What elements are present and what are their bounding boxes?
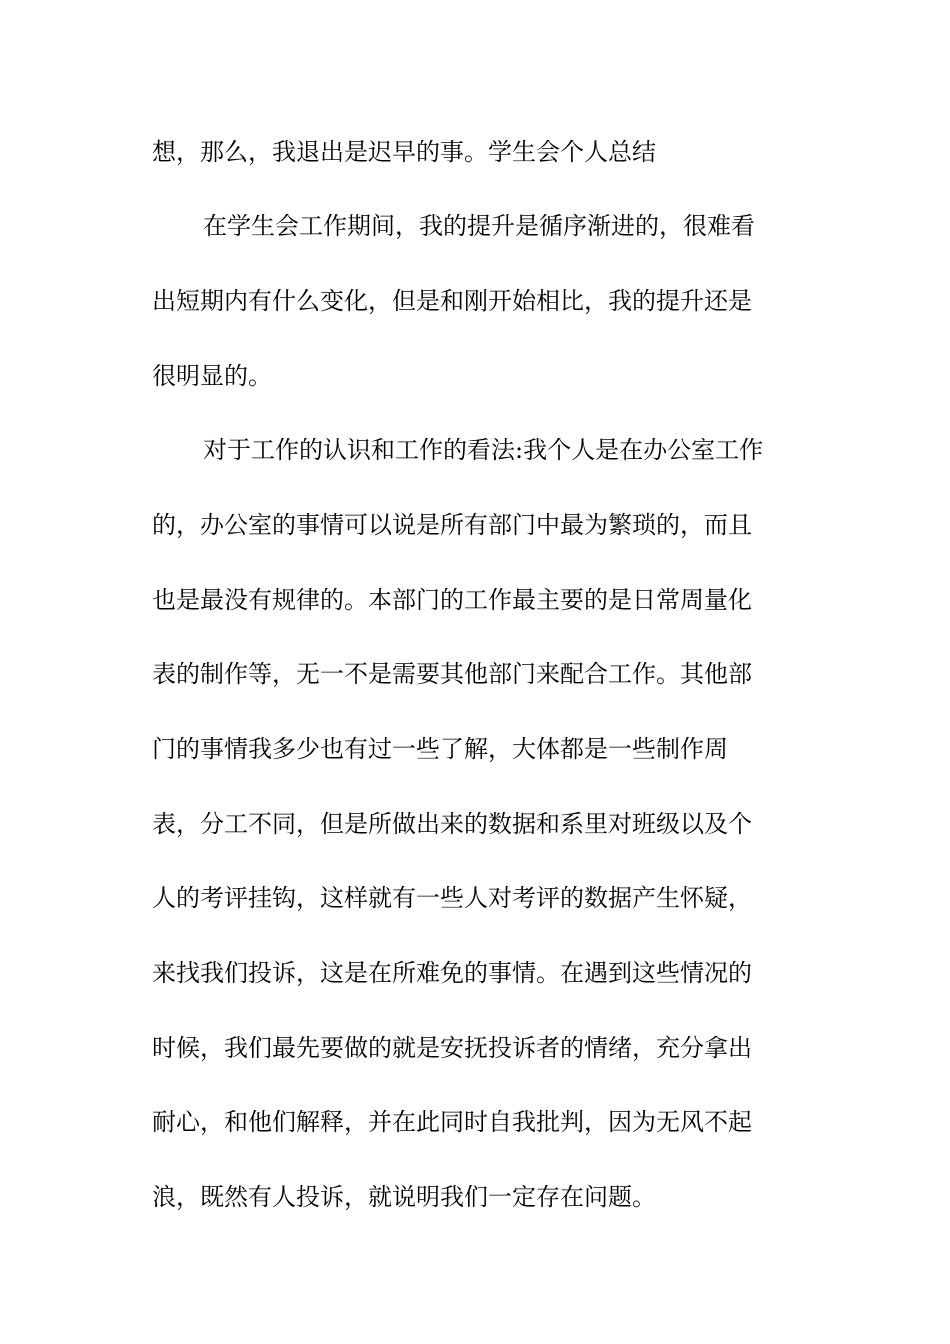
text-line: 出短期内有什么变化，但是和刚开始相比，我的提升还是 — [152, 287, 752, 315]
text-line: 很明显的。 — [152, 362, 272, 390]
text-line: 时候，我们最先要做的就是安抚投诉者的情绪，充分拿出 — [152, 1034, 752, 1062]
text-line: 浪，既然有人投诉，就说明我们一定存在问题。 — [152, 1183, 656, 1211]
text-line: 也是最没有规律的。本部门的工作最主要的是日常周量化 — [152, 586, 752, 614]
text-line: 的，办公室的事情可以说是所有部门中最为繁琐的，而且 — [152, 511, 752, 539]
paragraph-first-line: 对于工作的认识和工作的看法:我个人是在办公室工作 — [203, 436, 764, 464]
text-line: 表，分工不同，但是所做出来的数据和系里对班级以及个 — [152, 810, 752, 838]
text-line: 表的制作等，无一不是需要其他部门来配合工作。其他部 — [152, 660, 752, 688]
text-line: 耐心，和他们解释，并在此同时自我批判，因为无风不起 — [152, 1108, 752, 1136]
paragraph-first-line: 在学生会工作期间，我的提升是循序渐进的，很难看 — [203, 212, 755, 240]
text-line: 想，那么，我退出是迟早的事。学生会个人总结 — [152, 138, 656, 166]
text-line: 人的考评挂钩，这样就有一些人对考评的数据产生怀疑， — [152, 884, 752, 912]
text-line: 来找我们投诉，这是在所难免的事情。在遇到这些情况的 — [152, 959, 752, 987]
text-line: 门的事情我多少也有过一些了解，大体都是一些制作周 — [152, 735, 728, 763]
